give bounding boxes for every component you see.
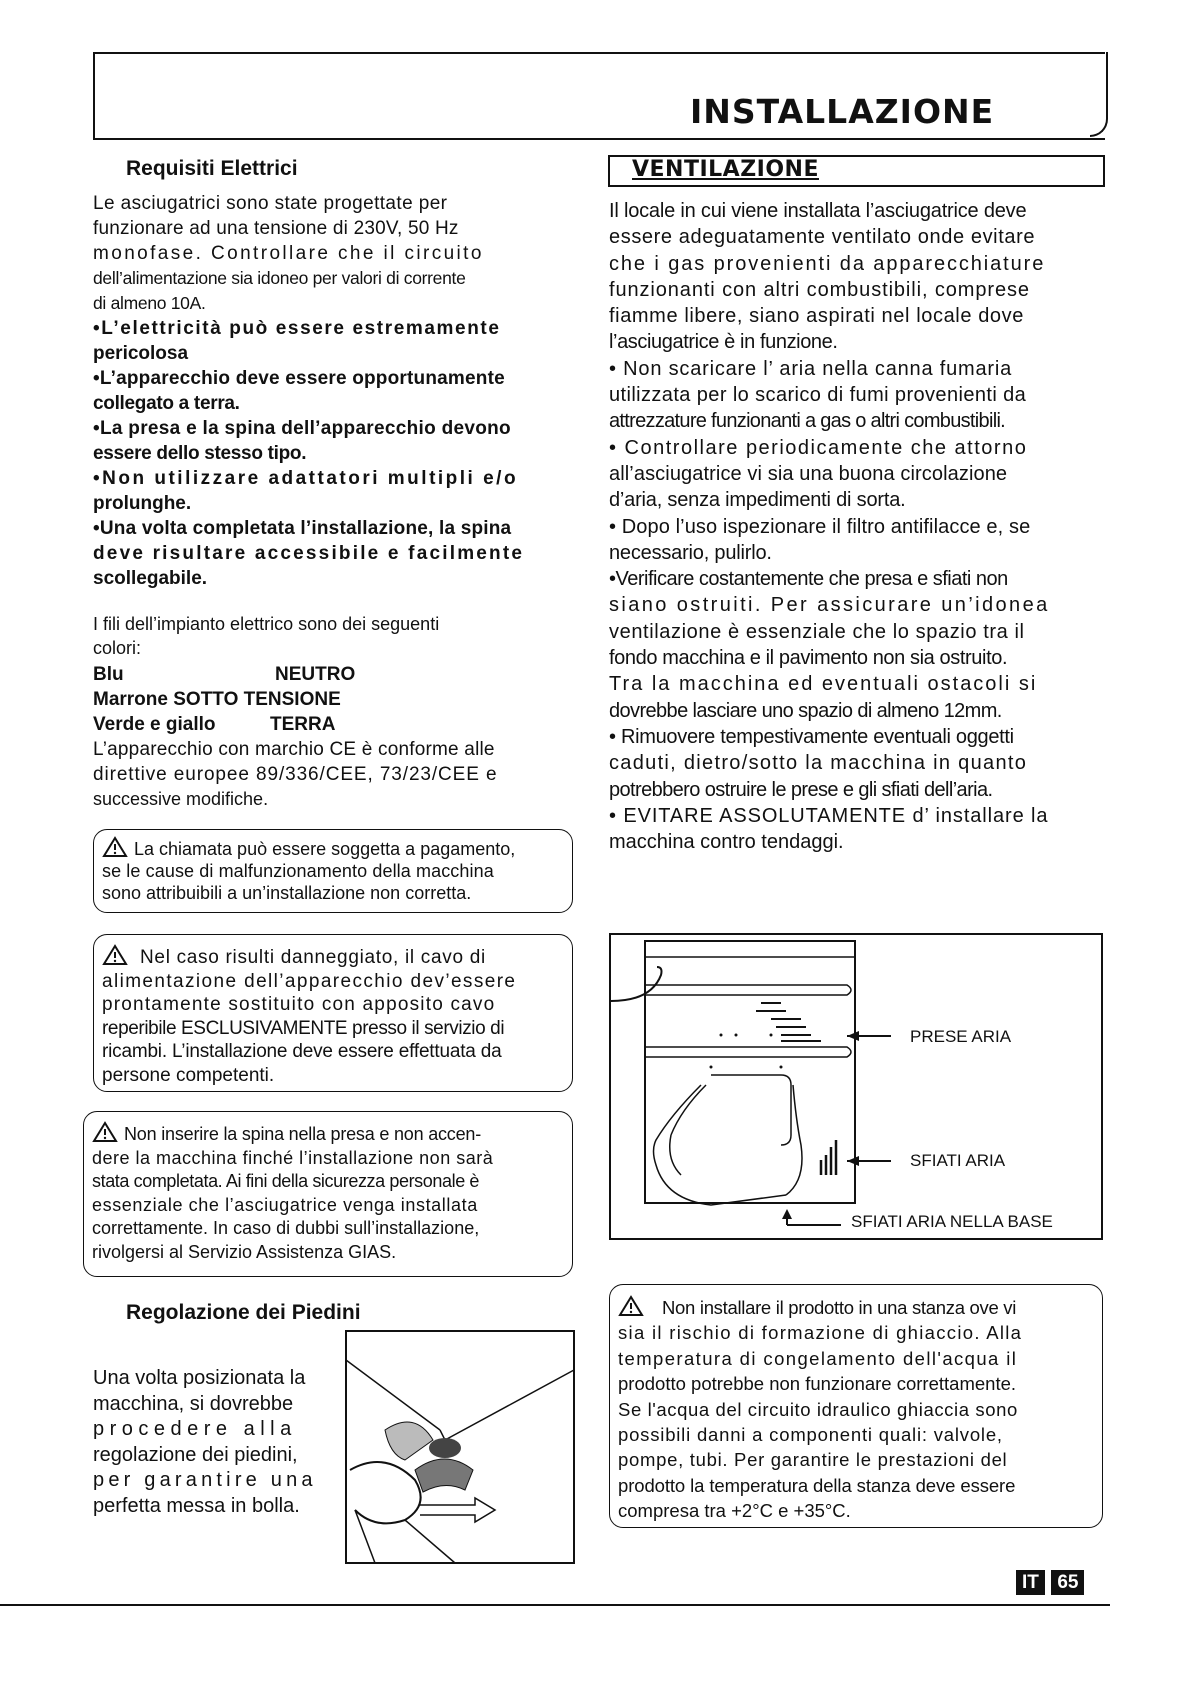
dryer-illustration: [611, 935, 1101, 1238]
text-line: • EVITARE ASSOLUTAMENTE d’ installare la: [609, 804, 1049, 827]
text-line: attrezzature funzionanti a gas o altri combustibili.: [609, 410, 1006, 433]
text-line: • Rimuovere tempestivamente eventuali oggetti: [609, 725, 1014, 748]
text-line: caduti, dietro/sotto la macchina in quanto: [609, 752, 1028, 775]
note-line: compresa tra +2°C e +35°C.: [618, 1500, 851, 1522]
text-line: regolazione dei piedini,: [93, 1443, 298, 1466]
wire-role: SOTTO TENSIONE: [173, 689, 341, 710]
text-line: all’asciugatrice vi sia una buona circolazione: [609, 462, 1008, 485]
text-line: direttive europee 89/336/CEE, 73/23/CEE e: [93, 764, 498, 785]
text-line: collegato a terra.: [93, 393, 240, 414]
language-badge: IT: [1016, 1570, 1045, 1595]
note-line: pompe, tubi. Per garantire le prestazioni del: [618, 1449, 1008, 1471]
wire-color: Marrone: [93, 689, 168, 710]
text-line: utilizzata per lo scarico di fumi provenienti da: [609, 384, 1027, 407]
text-line: deve risultare accessibile e facilmente: [93, 543, 525, 564]
page-title: INSTALLAZIONE: [690, 92, 995, 131]
divider: [608, 185, 1105, 187]
text-line: •La presa e la spina dell’apparecchio devono: [93, 418, 511, 439]
note-line: dere la macchina finché l’installazione non sarà: [92, 1147, 494, 1168]
section-title-feet: Regolazione dei Piedini: [126, 1301, 361, 1324]
warning-icon: [102, 836, 128, 858]
text-line: L’apparecchio con marchio CE è conforme alle: [93, 739, 495, 760]
wires-intro: [93, 612, 573, 660]
text-line: successive modifiche.: [93, 789, 269, 809]
note-line: Non installare il prodotto in una stanza ove vi: [618, 1295, 1094, 1320]
text-line: •L’elettricità può essere estremamente: [93, 318, 501, 339]
text-line: funzionare ad una tensione di 230V, 50 Hz: [93, 218, 459, 239]
text-line: procedere alla: [93, 1418, 297, 1440]
text-line: fiamme libere, siano aspirati nel locale dove: [609, 305, 1024, 328]
wire-role: TERRA: [270, 714, 336, 735]
feet-adjustment-illustration: [345, 1330, 575, 1564]
section-title-ventilation: VENTILAZIONE: [632, 157, 819, 182]
note-line: se le cause di malfunzionamento della macchina: [102, 861, 494, 881]
text-line: essere dello stesso tipo.: [93, 443, 307, 464]
text-line: per garantire una: [93, 1469, 317, 1491]
text-line: pericolosa: [93, 343, 189, 364]
note-line: reperibile ESCLUSIVAMENTE presso il servizio di: [102, 1017, 505, 1039]
note-line: prodotto potrebbe non funzionare correttamente.: [618, 1373, 1017, 1395]
text-line: • Dopo l’uso ispezionare il filtro antifilacce e, se: [609, 515, 1031, 538]
text-line: necessario, pulirlo.: [609, 541, 772, 564]
label-air-vents: SFIATI ARIA: [910, 1151, 1006, 1170]
note-line: alimentazione dell’apparecchio dev’essere: [102, 970, 517, 992]
note-line: possibili danni a componenti quali: valvole,: [618, 1424, 1003, 1446]
text-line: macchina contro tendaggi.: [609, 831, 844, 854]
text-line: monofase. Controllare che il circuito: [93, 243, 484, 264]
text-line: dell’alimentazione sia idoneo per valori di corrente: [93, 268, 466, 288]
note-power-cable: [93, 934, 573, 1092]
text-line: funzionanti con altri combustibili, comprese: [609, 278, 1030, 301]
note-freezing: [609, 1284, 1103, 1528]
text-line: •L’apparecchio deve essere opportunamente: [93, 368, 505, 389]
warning-icon: [92, 1121, 118, 1143]
text-line: che i gas provenienti da apparecchiature: [609, 252, 1046, 275]
page-number: 65: [1051, 1570, 1084, 1595]
feet-text: [93, 1366, 333, 1519]
note-line: rivolgersi al Servizio Assistenza GIAS.: [92, 1241, 397, 1262]
wire-row: [93, 662, 356, 687]
ventilation-diagram: [609, 933, 1103, 1240]
page-marker: [1016, 1572, 1084, 1594]
wire-color: Blu: [93, 664, 124, 685]
text-line: d’aria, senza impedimenti di sorta.: [609, 489, 906, 512]
text-line: perfetta messa in bolla.: [93, 1494, 300, 1517]
note-line: Non inserire la spina nella presa e non accen-: [92, 1121, 564, 1147]
text-line: Il locale in cui viene installata l’asciugatrice deve: [609, 200, 1027, 222]
text-line: • Non scaricare l’ aria nella canna fumaria: [609, 357, 1013, 380]
wire-role: NEUTRO: [275, 664, 356, 685]
header-frame-corner: [1090, 52, 1108, 137]
text-line: scollegabile.: [93, 568, 208, 589]
note-line: sia il rischio di formazione di ghiaccio. Alla: [618, 1322, 1023, 1344]
text-line: l’asciugatrice è in funzione.: [609, 331, 838, 354]
text-line: essere adeguatamente ventilato onde evitare: [609, 226, 1036, 249]
text-line: ventilazione è essenziale che lo spazio tra il: [609, 620, 1025, 643]
note-line: La chiamata può essere soggetta a pagamento,: [102, 836, 564, 860]
electrical-requirements-text: [93, 191, 573, 591]
section-title-electrical: Requisiti Elettrici: [126, 157, 298, 180]
text-line: Tra la macchina ed eventuali ostacoli si: [609, 673, 1038, 696]
note-line: persone competenti.: [102, 1064, 275, 1086]
warning-icon: [102, 944, 128, 966]
label-base-air-vents: SFIATI ARIA NELLA BASE: [851, 1212, 1053, 1231]
wire-row: [93, 712, 341, 737]
text-line: Le asciugatrici sono state progettate per: [93, 193, 448, 214]
wires-table: [93, 662, 356, 737]
note-line: prodotto la temperatura della stanza deve essere: [618, 1474, 1016, 1496]
wire-color: Verde e giallo: [93, 714, 216, 735]
note-line: ricambi. L’installazione deve essere effettuata da: [102, 1041, 502, 1062]
text-line: •Non utilizzare adattatori multipli e/o: [93, 468, 519, 489]
ce-conformity-text: [93, 737, 573, 812]
note-line: essenziale che l’asciugatrice venga installata: [92, 1194, 478, 1215]
text-line: prolunghe.: [93, 493, 192, 514]
note-line: prontamente sostituito con apposito cavo: [102, 994, 496, 1015]
ventilation-text: [609, 198, 1102, 855]
note-installation-safety: [83, 1111, 573, 1277]
note-payment: [93, 829, 573, 913]
text-line: I fili dell’impianto elettrico sono dei seguenti: [93, 614, 440, 634]
note-line: sono attribuibili a un’installazione non corretta.: [102, 883, 472, 903]
text-line: dovrebbe lasciare uno spazio di almeno 12mm.: [609, 699, 1002, 722]
text-line: di almeno 10A.: [93, 293, 206, 313]
text-line: •Verificare costantemente che presa e sfiati non: [609, 568, 1008, 591]
note-line: temperatura di congelamento dell'acqua il: [618, 1347, 1018, 1369]
note-line: correttamente. In caso di dubbi sull’installazione,: [92, 1218, 480, 1238]
text-line: macchina, si dovrebbe: [93, 1392, 294, 1415]
text-line: siano ostruiti. Per assicurare un’idonea: [609, 594, 1050, 617]
note-line: Nel caso risulti danneggiato, il cavo di: [102, 944, 564, 970]
note-line: stata completata. Ai fini della sicurezza personale è: [92, 1171, 480, 1191]
label-air-intakes: PRESE ARIA: [910, 1027, 1012, 1046]
text-line: colori:: [93, 638, 142, 658]
text-line: •Una volta completata l’installazione, la spina: [93, 518, 512, 539]
text-line: potrebbero ostruire le prese e gli sfiati dell’aria.: [609, 778, 993, 801]
wire-row: [93, 687, 341, 712]
text-line: • Controllare periodicamente che attorno: [609, 436, 1028, 459]
note-line: Se l'acqua del circuito idraulico ghiaccia sono: [618, 1398, 1018, 1420]
warning-icon: [618, 1295, 644, 1317]
footer-rule: [0, 1604, 1110, 1606]
text-line: Una volta posizionata la: [93, 1367, 306, 1389]
text-line: fondo macchina e il pavimento non sia ostruito.: [609, 647, 1008, 670]
